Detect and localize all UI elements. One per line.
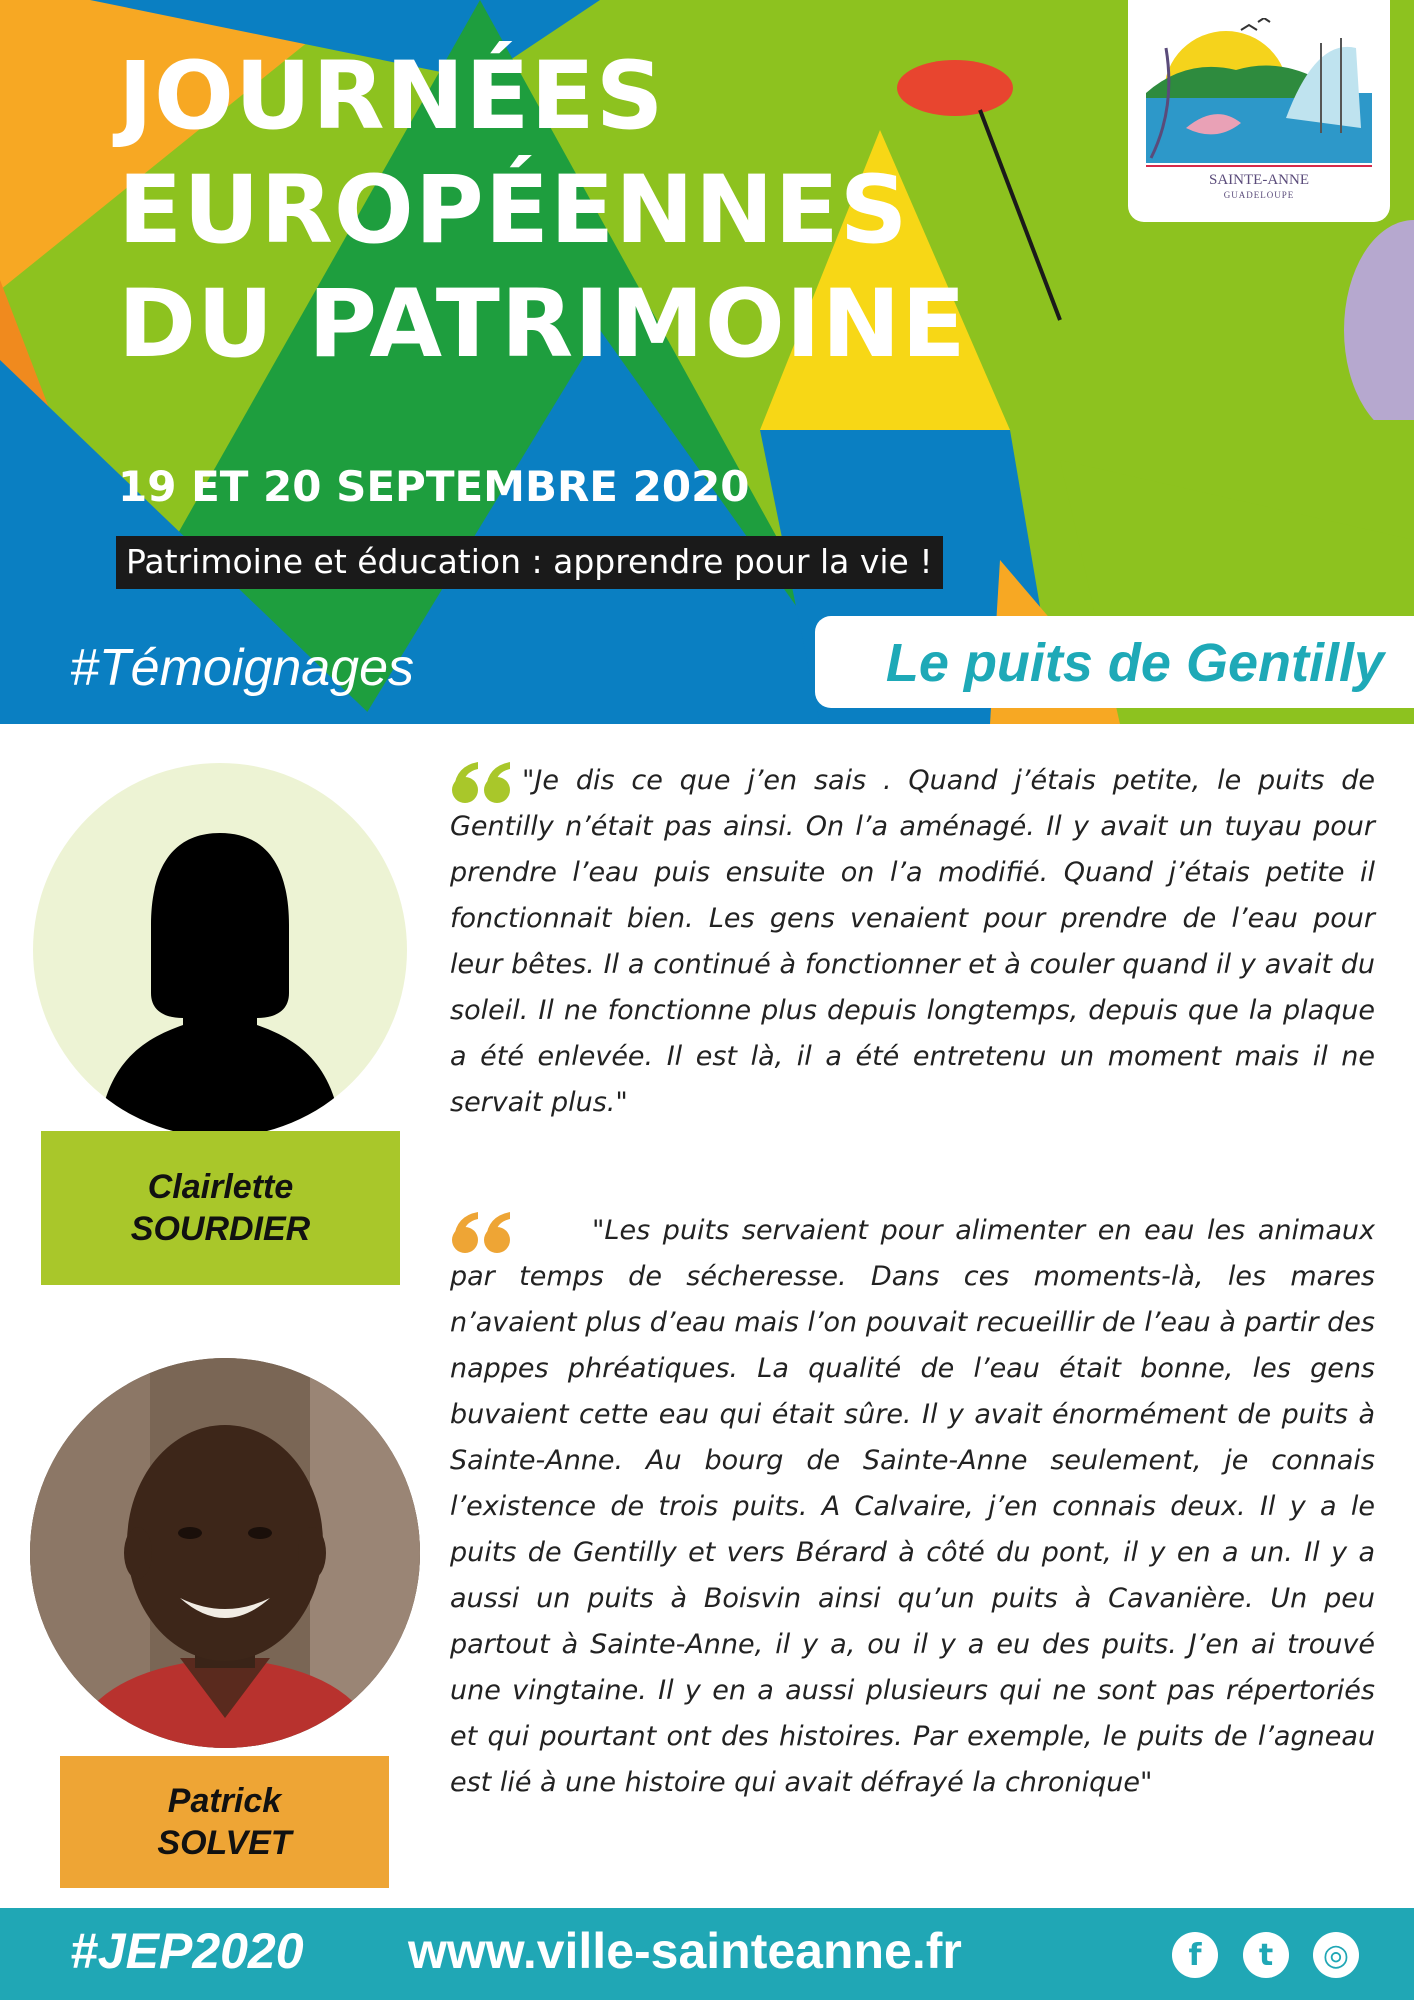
header-banner [0, 0, 1414, 724]
event-title [118, 40, 967, 382]
quote-mark-icon [450, 760, 514, 804]
first-name: Patrick [167, 1782, 282, 1820]
logo-name: SAINTE-ANNE [1209, 172, 1309, 188]
footer-hashtag: #JEP2020 [70, 1923, 304, 1979]
first-name: Clairlette [147, 1168, 294, 1206]
quote-text: "Je dis ce que j’en sais . Quand j’étais petite, le puits de Gentilly n’était pas ainsi. On l’a aménagé. Il y avait un tuyau pour prendre l’eau puis ensuite on l’a modifié. Quand j’étais petite il fonctionnait bien. Les gens venaient pour prendre de l’eau pour leur bêtes. Il a continué à fonctionner et à couler quand il y avait du soleil. Il ne fonctionne plus depuis longtemps, depuis que la plaque a été enlevée. Il est là, il a été entretenu un moment mais il ne servait plus." [450, 765, 1375, 1118]
footer-bar [0, 1908, 1414, 2000]
last-name: SOLVET [157, 1824, 292, 1862]
event-dates: 19 ET 20 SEPTEMBRE 2020 [118, 462, 750, 511]
avatar-photo [30, 1358, 420, 1748]
twitter-icon[interactable]: t [1243, 1932, 1289, 1978]
instagram-icon[interactable]: ◎ [1313, 1932, 1359, 1978]
portrait-photo [30, 1358, 420, 1748]
event-title-line: JOURNÉES [118, 42, 665, 151]
subject-title: Le puits de Gentilly [885, 633, 1384, 693]
quote-mark-icon [450, 1210, 514, 1254]
facebook-icon[interactable]: f [1172, 1932, 1218, 1978]
logo-emblem-icon [1146, 18, 1372, 168]
event-title-line: DU PATRIMOINE [118, 270, 967, 379]
logo-region: GUADELOUPE [1223, 190, 1295, 200]
person-silhouette-icon [33, 763, 407, 1137]
quote-text: "Les puits servaient pour alimenter en eau les animaux par temps de sécheresse. Dans ces moments-là, les mares n’avaient plus d’eau mais l’on pouvait recueillir de l’eau à partir des nappes phréatiques. La qualité de l’eau était bonne, les gens buvaient cette eau qui était sûre. Il y avait énormément de puits à Sainte-Anne. Au bourg de Sainte-Anne seulement, je connais l’existence de trois puits. A Calvaire, j’en connais deux. Il y a le puits de Gentilly et vers Bérard à côté du pont, il y en a un. Il y a aussi un puits à Boisvin ainsi qu’un puits à Cavanière. Un peu partout à Sainte-Anne, il y a, ou il y a eu des puits. J’en ai trouvé une vingtaine. Il y en a aussi plusieurs qui ne sont pas répertoriés et qui pourtant ont des histoires. Par exemple, le puits de l’agneau est lié à une histoire qui avait défrayé la chronique" [450, 1215, 1375, 1798]
event-theme: Patrimoine et éducation : apprendre pour la vie ! [116, 536, 943, 589]
testimonial-name-box [41, 1131, 400, 1285]
subject-title-card [815, 616, 1414, 708]
event-title-line: EUROPÉENNES [118, 156, 909, 265]
last-name: SOURDIER [130, 1210, 311, 1248]
testimonial-quote [450, 1208, 1375, 1806]
testimonials-hashtag: #Témoignages [70, 639, 414, 697]
avatar-silhouette [33, 763, 407, 1137]
testimonial-name-box [60, 1756, 389, 1888]
sainte-anne-logo[interactable] [1128, 0, 1390, 222]
testimonial-quote [450, 758, 1375, 1126]
website-link[interactable]: www.ville-sainteanne.fr [408, 1923, 962, 1979]
